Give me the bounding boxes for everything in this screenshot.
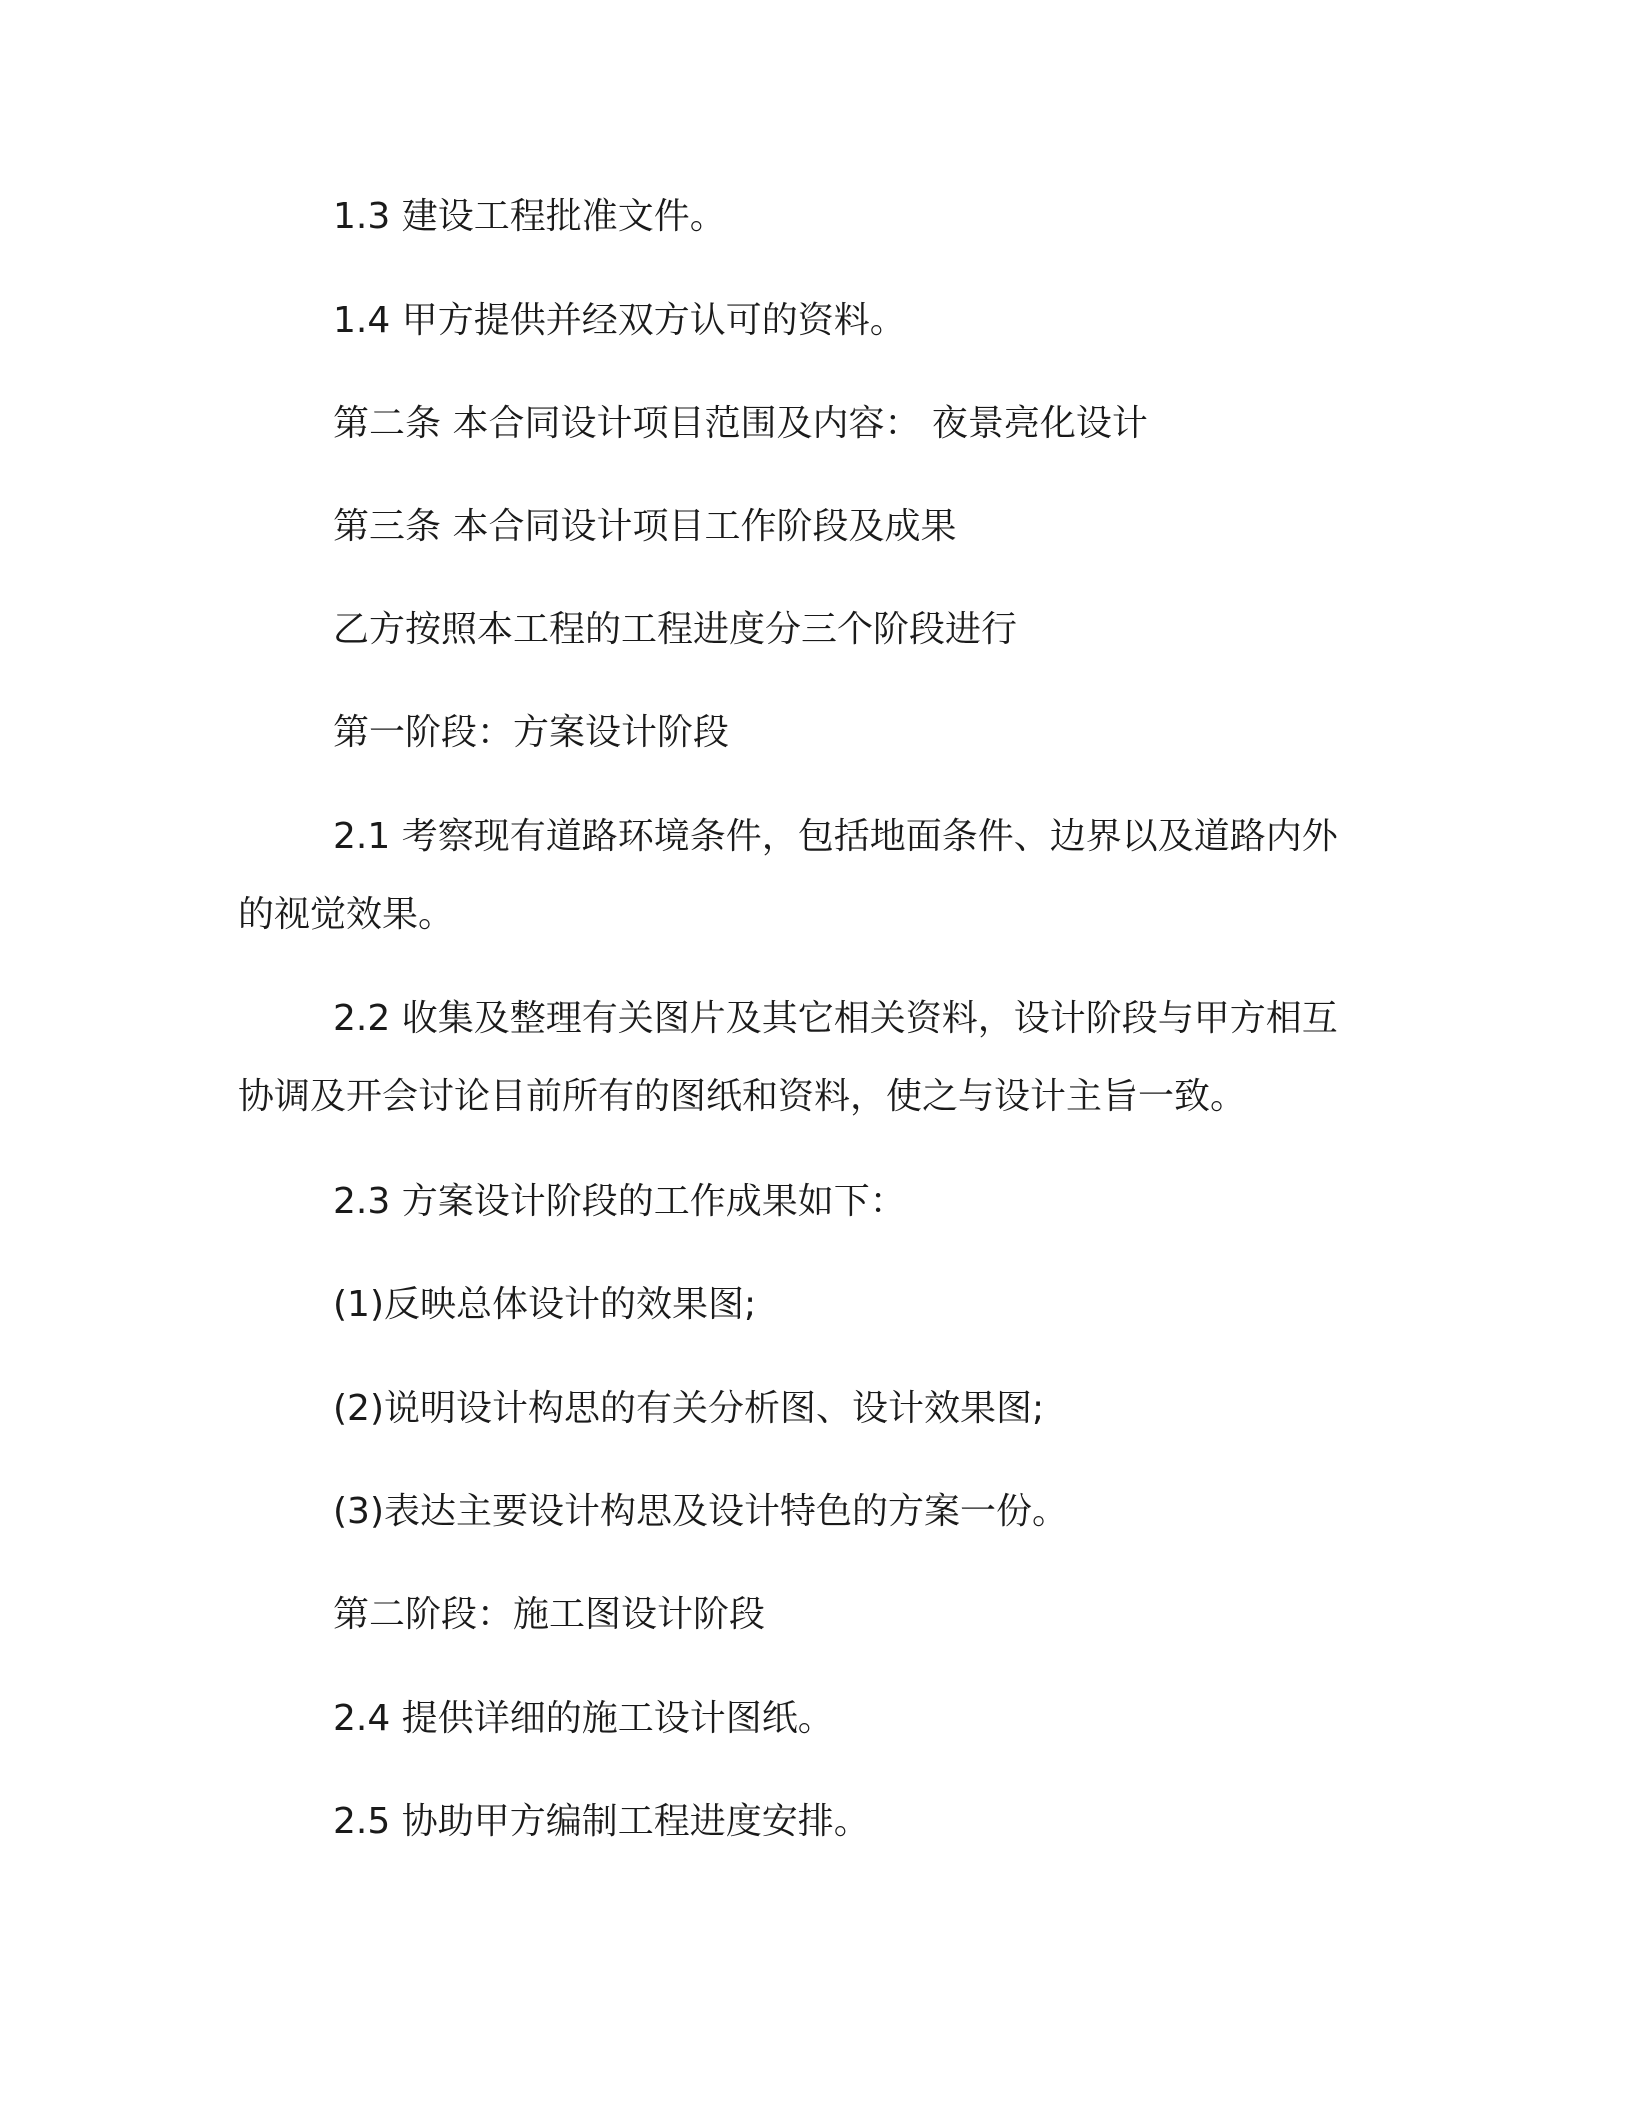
paragraph-2-1: 2.1 考察现有道路环境条件，包括地面条件、边界以及道路内外的视觉效果。 <box>238 816 1338 935</box>
paragraph-2-5: 2.5 协助甲方编制工程进度安排。 <box>333 1801 870 1842</box>
paragraph-2-3: 2.3 方案设计阶段的工作成果如下： <box>333 1181 906 1222</box>
paragraph-stage-2: 第二阶段：施工图设计阶段 <box>333 1594 766 1635</box>
paragraph-item-2: (2)说明设计构思的有关分析图、设计效果图; <box>333 1388 1045 1429</box>
paragraph-item-3: (3)表达主要设计构思及设计特色的方案一份。 <box>333 1491 1068 1532</box>
paragraph-article-2: 第二条 本合同设计项目范围及内容： 夜景亮化设计 <box>333 403 1148 444</box>
paragraph-1-4: 1.4 甲方提供并经双方认可的资料。 <box>333 300 906 341</box>
paragraph-1-3: 1.3 建设工程批准文件。 <box>333 196 726 237</box>
paragraph-2-4: 2.4 提供详细的施工设计图纸。 <box>333 1698 834 1739</box>
paragraph-article-3: 第三条 本合同设计项目工作阶段及成果 <box>333 506 957 547</box>
paragraph-stage-1: 第一阶段：方案设计阶段 <box>333 712 730 753</box>
paragraph-three-stages: 乙方按照本工程的工程进度分三个阶段进行 <box>333 609 1018 650</box>
paragraph-2-2: 2.2 收集及整理有关图片及其它相关资料，设计阶段与甲方相互协调及开会讨论目前所有的图纸和资料，使之与设计主旨一致。 <box>238 998 1338 1117</box>
paragraph-item-1: (1)反映总体设计的效果图; <box>333 1284 757 1325</box>
